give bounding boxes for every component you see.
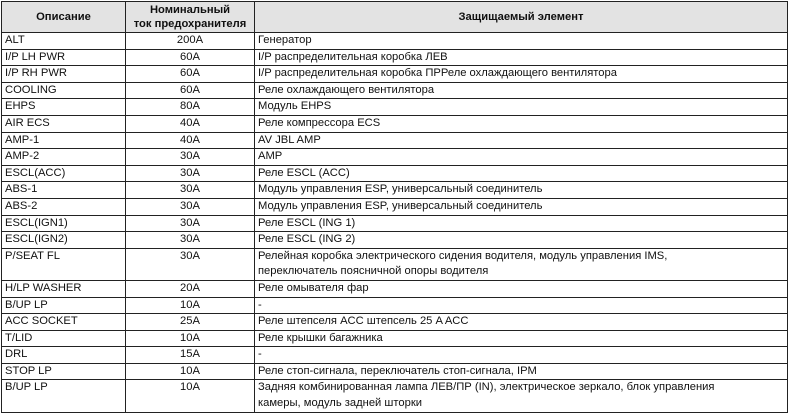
fuse-current: 60A bbox=[126, 66, 255, 83]
protected-element: - bbox=[255, 347, 788, 364]
fuse-name: ABS-2 bbox=[2, 198, 126, 215]
table-row bbox=[2, 280, 788, 297]
protected-element: Реле омывателя фар bbox=[255, 280, 788, 297]
protected-element: AMP bbox=[255, 149, 788, 166]
header-description: Описание bbox=[2, 2, 126, 33]
fuse-name: ABS-1 bbox=[2, 182, 126, 199]
protected-element: Реле ESCL (ING 1) bbox=[255, 215, 788, 232]
protected-element: - bbox=[255, 297, 788, 314]
fuse-name: T/LID bbox=[2, 330, 126, 347]
table-row bbox=[2, 115, 788, 132]
fuse-name: B/UP LP bbox=[2, 297, 126, 314]
header-rated-current bbox=[126, 2, 255, 33]
fuse-name: ESCL(IGN1) bbox=[2, 215, 126, 232]
header-rated-current-line2: ток предохранителя bbox=[133, 18, 247, 30]
fuse-name: EHPS bbox=[2, 99, 126, 116]
fuse-name: B/UP LP bbox=[2, 380, 126, 412]
fuse-current: 20A bbox=[126, 280, 255, 297]
table-row bbox=[2, 297, 788, 314]
protected-element-line2: камеры, модуль задней шторки bbox=[258, 397, 422, 410]
fuse-current: 25A bbox=[126, 314, 255, 331]
fuse-current: 30A bbox=[126, 248, 255, 280]
table-row bbox=[2, 49, 788, 66]
protected-element: Модуль управления ESP, универсальный соединитель bbox=[255, 198, 788, 215]
fuse-current: 60A bbox=[126, 82, 255, 99]
table-row bbox=[2, 82, 788, 99]
fuse-current: 40A bbox=[126, 132, 255, 149]
fuse-name: ACC SOCKET bbox=[2, 314, 126, 331]
fuse-name: ESCL(IGN2) bbox=[2, 232, 126, 249]
protected-element: Модуль управления ESP, универсальный соединитель bbox=[255, 182, 788, 199]
fuse-name: STOP LP bbox=[2, 363, 126, 380]
table-row bbox=[2, 165, 788, 182]
table-row bbox=[2, 182, 788, 199]
protected-element: Реле штепселя ACC штепсель 25 A ACC bbox=[255, 314, 788, 331]
protected-element: I/P распределительная коробка ПРРеле охлаждающего вентилятора bbox=[255, 66, 788, 83]
protected-element-line2: переключатель поясничной опоры водителя bbox=[258, 265, 489, 278]
table-row bbox=[2, 198, 788, 215]
fuse-current: 10A bbox=[126, 363, 255, 380]
protected-element: Реле ESCL (ACC) bbox=[255, 165, 788, 182]
fuse-current: 30A bbox=[126, 215, 255, 232]
table-row bbox=[2, 232, 788, 249]
table-row bbox=[2, 149, 788, 166]
protected-element-line1: Релейная коробка электрического сидения водителя, модуль управления IMS, bbox=[258, 249, 668, 262]
table-row bbox=[2, 66, 788, 83]
protected-element: Реле ESCL (ING 2) bbox=[255, 232, 788, 249]
fuse-current: 200A bbox=[126, 33, 255, 50]
protected-element bbox=[255, 248, 788, 280]
fuse-name: ESCL(ACC) bbox=[2, 165, 126, 182]
protected-element: Модуль EHPS bbox=[255, 99, 788, 116]
protected-element: Реле стоп-сигнала, переключатель стоп-сигнала, IPM bbox=[255, 363, 788, 380]
fuse-current: 30A bbox=[126, 232, 255, 249]
header-protected-element: Защищаемый элемент bbox=[255, 2, 788, 33]
protected-element-line1: Задняя комбинированная лампа ЛЕВ/ПР (IN), электрическое зеркало, блок управления bbox=[258, 381, 715, 394]
fuse-name: AIR ECS bbox=[2, 115, 126, 132]
fuse-current: 30A bbox=[126, 198, 255, 215]
header-rated-current-line1: Номинальный bbox=[149, 4, 231, 16]
fuse-name: COOLING bbox=[2, 82, 126, 99]
protected-element: Генератор bbox=[255, 33, 788, 50]
fuse-current: 30A bbox=[126, 182, 255, 199]
fuse-name: I/P RH PWR bbox=[2, 66, 126, 83]
protected-element: Реле крышки багажника bbox=[255, 330, 788, 347]
table-row bbox=[2, 99, 788, 116]
table-row bbox=[2, 380, 788, 412]
fuse-current: 10A bbox=[126, 380, 255, 412]
fuse-current: 30A bbox=[126, 165, 255, 182]
fuse-current: 60A bbox=[126, 49, 255, 66]
fuse-current: 15A bbox=[126, 347, 255, 364]
fuse-current: 40A bbox=[126, 115, 255, 132]
table-row bbox=[2, 132, 788, 149]
fuse-name: I/P LH PWR bbox=[2, 49, 126, 66]
fuse-name: AMP-1 bbox=[2, 132, 126, 149]
protected-element: AV JBL AMP bbox=[255, 132, 788, 149]
fuse-current: 80A bbox=[126, 99, 255, 116]
table-row bbox=[2, 347, 788, 364]
fuse-name: AMP-2 bbox=[2, 149, 126, 166]
fuse-current: 10A bbox=[126, 330, 255, 347]
fuse-table bbox=[1, 1, 788, 413]
protected-element: Реле охлаждающего вентилятора bbox=[255, 82, 788, 99]
fuse-name: H/LP WASHER bbox=[2, 280, 126, 297]
fuse-current: 10A bbox=[126, 297, 255, 314]
protected-element: Реле компрессора ECS bbox=[255, 115, 788, 132]
table-row bbox=[2, 215, 788, 232]
table-header-row bbox=[2, 2, 788, 33]
table-row bbox=[2, 248, 788, 280]
fuse-name: DRL bbox=[2, 347, 126, 364]
fuse-name: ALT bbox=[2, 33, 126, 50]
table-row bbox=[2, 330, 788, 347]
table-row bbox=[2, 363, 788, 380]
protected-element bbox=[255, 380, 788, 412]
fuse-current: 30A bbox=[126, 149, 255, 166]
table-row bbox=[2, 314, 788, 331]
table-row bbox=[2, 33, 788, 50]
fuse-name: P/SEAT FL bbox=[2, 248, 126, 280]
protected-element: I/P распределительная коробка ЛЕВ bbox=[255, 49, 788, 66]
